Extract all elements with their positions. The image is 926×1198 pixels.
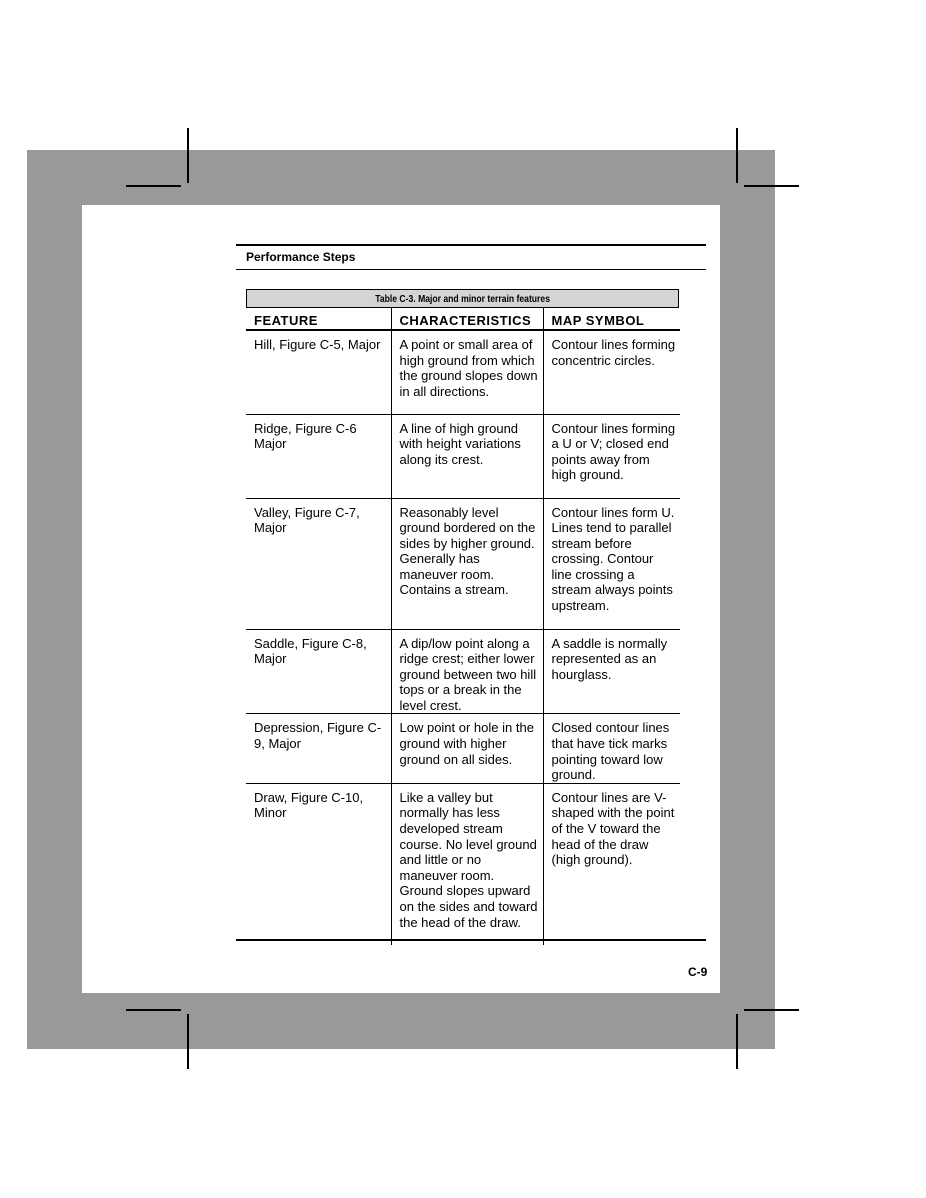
characteristics-cell: Like a valley but normally has less developed stream course. No level ground and little or no maneuver room. Ground slopes upward on the sides and toward the head of the draw. <box>391 783 543 945</box>
section-heading: Performance Steps <box>246 250 356 264</box>
crop-mark <box>736 128 738 183</box>
characteristics-cell: Low point or hole in the ground with higher ground on all sides. <box>391 714 543 783</box>
map-symbol-cell: Contour lines forming concentric circles. <box>543 330 680 414</box>
crop-mark <box>736 1014 738 1069</box>
table-caption <box>246 289 679 308</box>
feature-cell: Draw, Figure C-10, Minor <box>254 789 364 821</box>
map-symbol-cell: Closed contour lines that have tick marks pointing toward low ground. <box>543 714 680 783</box>
feature-cell: Saddle, Figure C-8, Major <box>246 629 391 714</box>
characteristics-cell: A dip/low point along a ridge crest; either lower ground between two hill tops or a break in the level crest. <box>391 629 543 714</box>
crop-mark <box>126 1009 181 1011</box>
characteristics-cell: Reasonably level ground bordered on the sides by higher ground. Generally has maneuver room. Contains a stream. <box>391 498 543 629</box>
feature-cell: Ridge, Figure C-6 Major <box>246 414 391 498</box>
column-header-characteristics: CHARACTERISTICS <box>391 308 543 330</box>
crop-mark <box>126 185 181 187</box>
header-bottom-rule <box>236 269 706 270</box>
header-top-rule <box>236 244 706 246</box>
table-row <box>246 629 680 714</box>
crop-mark <box>187 1014 189 1069</box>
page-number: C-9 <box>688 965 708 979</box>
feature-cell: Depression, Figure C-9, Major <box>246 714 391 783</box>
map-symbol-cell: Contour lines form U. Lines tend to parallel stream before crossing. Contour line crossing a stream always points upstream. <box>543 498 680 629</box>
table-row <box>246 714 680 783</box>
table-row <box>246 498 680 629</box>
characteristics-cell: A point or small area of high ground from which the ground slopes down in all directions. <box>391 330 543 414</box>
map-symbol-cell: A saddle is normally represented as an hourglass. <box>543 629 680 714</box>
table-row <box>246 330 680 414</box>
terrain-features-table <box>246 308 680 945</box>
crop-mark <box>744 1009 799 1011</box>
crop-mark <box>744 185 799 187</box>
column-header-map-symbol: MAP SYMBOL <box>543 308 680 330</box>
table-header-row <box>246 308 680 330</box>
column-header-feature: FEATURE <box>246 308 391 330</box>
crop-mark <box>187 128 189 183</box>
table-row <box>246 414 680 498</box>
table-bottom-rule <box>236 939 706 941</box>
map-symbol-cell: Contour lines are V-shaped with the point of the V toward the head of the draw (high ground). <box>543 783 680 945</box>
table-caption-text: Table C-3. Major and minor terrain features <box>375 294 550 305</box>
characteristics-cell: A line of high ground with height variations along its crest. <box>391 414 543 498</box>
feature-cell: Valley, Figure C-7, Major <box>246 498 391 629</box>
map-symbol-cell: Contour lines forming a U or V; closed end points away from high ground. <box>543 414 680 498</box>
table-row <box>246 783 680 945</box>
feature-cell: Hill, Figure C-5, Major <box>246 330 391 414</box>
